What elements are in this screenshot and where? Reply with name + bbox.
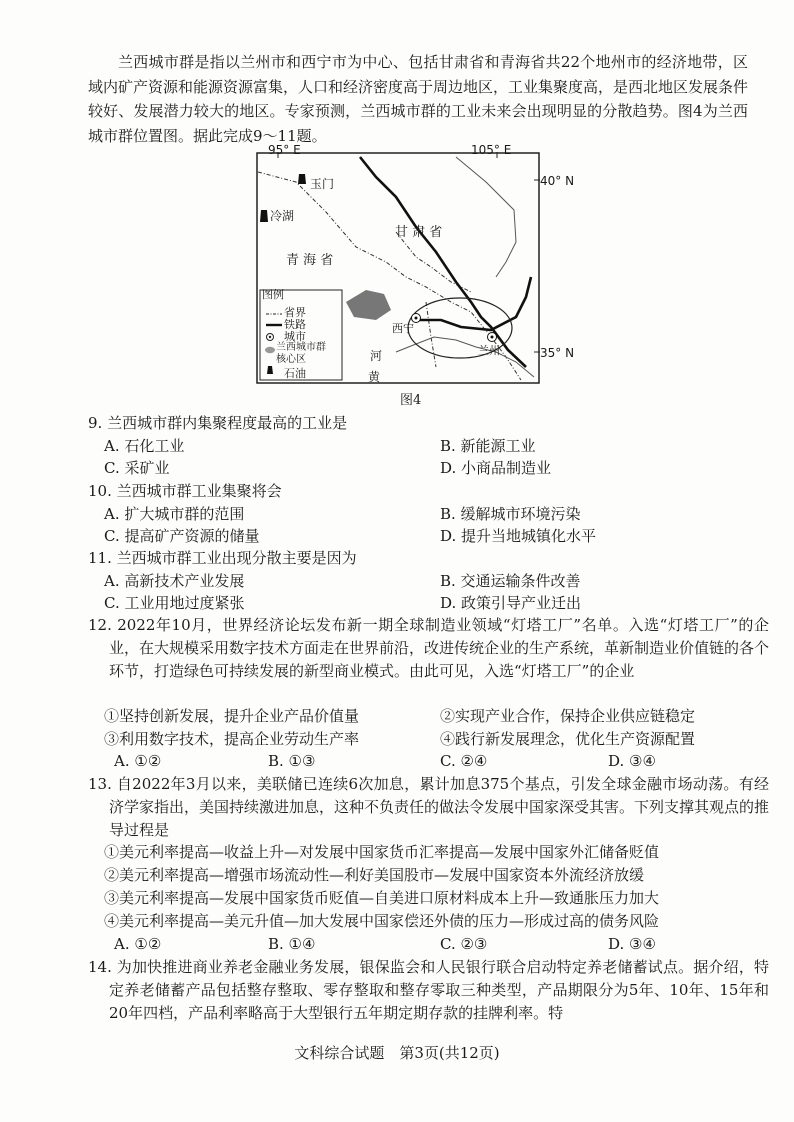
- q12-statement-2: ②实现产业合作，保持企业供应链稳定: [440, 707, 696, 725]
- q13-option-d: D. ③④: [608, 935, 656, 953]
- intro-paragraph: 兰西城市群是指以兰州市和西宁市为中心、包括甘肃省和青海省共22个地州市的经济地带，区域内矿产资源和能源资源富集，人口和经济密度高于周边地区，工业集聚度高，是西北地区发展条件较好、发展潜力较大的地区。专家预测，兰西城市群的工业未来会出现明显的分散趋势。图4为兰西城市群位置图。据此完成9～11题。: [88, 53, 749, 145]
- q12-statement-1: ①坚持创新发展，提升企业产品价值量: [104, 707, 360, 725]
- q14-stem: 14. 为加快推进商业养老金融业务发展，银保监会和人民银行联合启动特定养老储蓄试点。据介绍，特定养老储蓄产品包括整存整取、零存整取和整存零取三种类型，产品期限分为5年、10年、15年和20年四档，产品利率略高于大型银行五年期定期存款的挂牌利率。特: [88, 958, 769, 1022]
- q12-option-b: B. ①③: [268, 752, 316, 770]
- q12-stem: 12. 2022年10月，世界经济论坛发布新一期全球制造业领域“灯塔工厂”名单。入选“灯塔工厂”的企业，在大规模采用数字技术方面走在世界前沿，改进传统企业的生产系统，革新制造业价值链的各个环节，打造绿色可持续发展的新型商业模式。由此可见，入选“灯塔工厂”的企业: [88, 616, 770, 680]
- q10-option-c: C. 提高矿产资源的储量: [104, 527, 260, 545]
- label-qinghai: 青 海 省: [286, 253, 334, 268]
- q10-option-b: B. 缓解城市环境污染: [440, 505, 581, 523]
- q10-option-a: A. 扩大城市群的范围: [104, 505, 245, 523]
- lat-label-40: 40° N: [540, 174, 575, 188]
- q9-stem: 9. 兰西城市群内集聚程度最高的工业是: [88, 414, 348, 432]
- legend-city: 城市: [284, 330, 306, 343]
- label-gansu: 甘 肃 省: [395, 225, 443, 240]
- q9-option-d: D. 小商品制造业: [440, 459, 552, 477]
- q13-statement-3: ③美元利率提高—发展中国家货币贬值—自美进口原材料成本上升—致通胀压力加大: [104, 889, 660, 907]
- q11-stem: 11. 兰西城市群工业出现分散主要是因为: [88, 549, 357, 567]
- q11-option-b: B. 交通运输条件改善: [440, 572, 581, 590]
- legend-title: 图例: [262, 288, 284, 301]
- q12-option-d: D. ③④: [608, 752, 656, 770]
- legend-province: 省界: [284, 306, 306, 319]
- q13-statement-2: ②美元利率提高—增强市场流动性—利好美国股市—发展中国家资本外流经济放缓: [104, 866, 645, 884]
- figure-caption: 图4: [400, 393, 422, 408]
- q9-option-c: C. 采矿业: [104, 459, 170, 477]
- page-footer: 文科综合试题 第3页(共12页): [294, 1044, 500, 1062]
- qinghai-lake: [346, 290, 391, 320]
- oil-symbol-lenghu: [260, 210, 268, 222]
- label-lenghu: 冷湖: [270, 209, 295, 223]
- q12-option-a: A. ①②: [114, 752, 162, 770]
- q11-option-d: D. 政策引导产业迁出: [440, 594, 582, 612]
- q12-option-c: C. ②④: [440, 752, 488, 770]
- label-river-he: 河: [370, 349, 383, 363]
- legend-core-1: 兰西城市群: [276, 342, 326, 353]
- q12-statement-4: ④践行新发展理念，优化生产资源配置: [440, 730, 696, 748]
- q13-option-c: C. ②③: [440, 935, 488, 953]
- q11-option-a: A. 高新技术产业发展: [104, 572, 245, 590]
- railway-line: [360, 157, 526, 367]
- q10-stem: 10. 兰西城市群工业集聚将会: [88, 482, 282, 500]
- lon-label-95: 95° E: [268, 143, 301, 157]
- q10-option-d: D. 提升当地城镇化水平: [440, 527, 597, 545]
- legend-oil: 石油: [284, 367, 306, 380]
- label-river-huang: 黄: [368, 370, 381, 384]
- oil-symbol-yumen: [298, 174, 306, 184]
- label-yumen: 玉门: [310, 177, 335, 191]
- label-xining: 西宁: [392, 322, 414, 335]
- q13-option-a: A. ①②: [114, 935, 162, 953]
- q9-option-b: B. 新能源工业: [440, 437, 536, 455]
- q13-statement-4: ④美元利率提高—美元升值—加大发展中国家偿还外债的压力—形成过高的债务风险: [104, 912, 660, 930]
- legend-core-2: 核心区: [276, 354, 306, 365]
- label-lanzhou: 兰州: [478, 344, 500, 357]
- legend-rail: 铁路: [284, 318, 306, 331]
- yellow-river: [396, 337, 534, 377]
- q13-statement-1: ①美元利率提高—收益上升—对发展中国家货币汇率提高—发展中国家外汇储备贬值: [104, 843, 660, 861]
- lon-label-105: 105° E: [471, 143, 512, 157]
- q9-option-a: A. 石化工业: [104, 437, 185, 455]
- q11-option-c: C. 工业用地过度紧张: [104, 594, 245, 612]
- q13-stem: 13. 自2022年3月以来，美联储已连续6次加息，累计加息375个基点，引发全球金融市场动荡。有经济学家指出，美国持续激进加息，这种不负责任的做法令发展中国家深受其害。下列支撑其观点的推导过程是: [88, 775, 770, 839]
- q13-option-b: B. ①④: [268, 935, 316, 953]
- q12-statement-3: ③利用数字技术，提高企业劳动生产率: [104, 730, 360, 748]
- lat-label-35: 35° N: [540, 346, 575, 360]
